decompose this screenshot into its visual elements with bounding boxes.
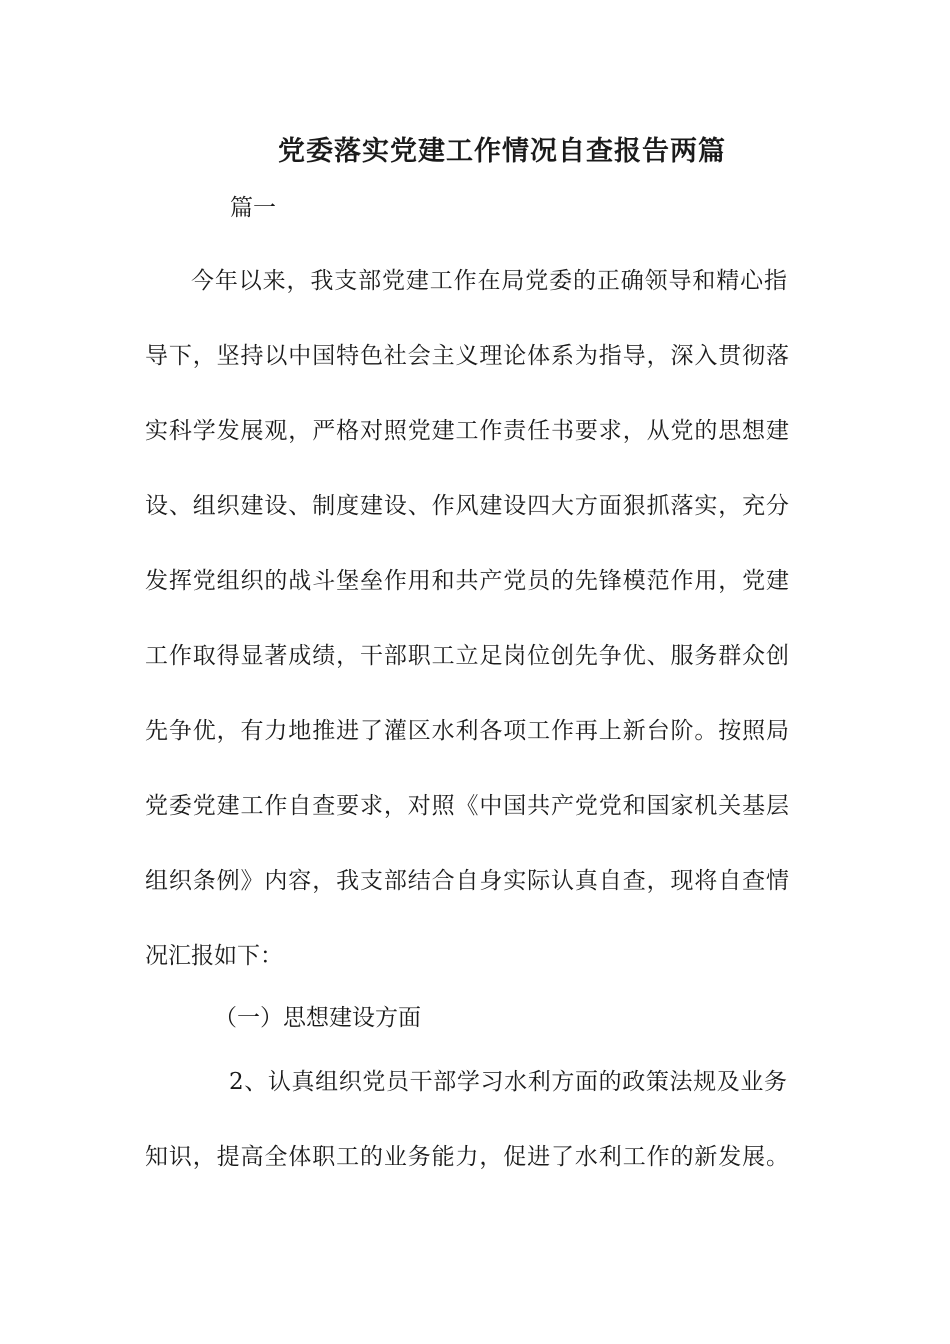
subheading: （一）思想建设方面	[214, 1005, 421, 1031]
section-label: 篇一	[230, 195, 276, 221]
document-title: 党委落实党建工作情况自查报告两篇	[278, 136, 726, 167]
paragraph-line: 工作取得显著成绩，干部职工立足岗位创先争优、服务群众创	[145, 643, 789, 669]
paragraph-line: 况汇报如下：	[145, 943, 283, 969]
paragraph-line: 设、组织建设、制度建设、作风建设四大方面狠抓落实，充分	[145, 493, 789, 519]
paragraph-line: 知识，提高全体职工的业务能力，促进了水利工作的新发展。	[145, 1144, 789, 1170]
paragraph-line: 组织条例》内容，我支部结合自身实际认真自查，现将自查情	[145, 868, 789, 894]
paragraph-line: 今年以来，我支部党建工作在局党委的正确领导和精心指	[191, 268, 787, 294]
paragraph-line: 发挥党组织的战斗堡垒作用和共产党员的先锋模范作用，党建	[145, 568, 789, 594]
paragraph-line: 导下，坚持以中国特色社会主义理论体系为指导，深入贯彻落	[145, 343, 789, 369]
paragraph-line: 实科学发展观，严格对照党建工作责任书要求，从党的思想建	[145, 418, 789, 444]
paragraph-line: 2、认真组织党员干部学习水利方面的政策法规及业务	[229, 1069, 787, 1095]
paragraph-line: 党委党建工作自查要求，对照《中国共产党党和国家机关基层	[145, 793, 789, 819]
paragraph-line: 先争优，有力地推进了灌区水利各项工作再上新台阶。按照局	[145, 718, 789, 744]
